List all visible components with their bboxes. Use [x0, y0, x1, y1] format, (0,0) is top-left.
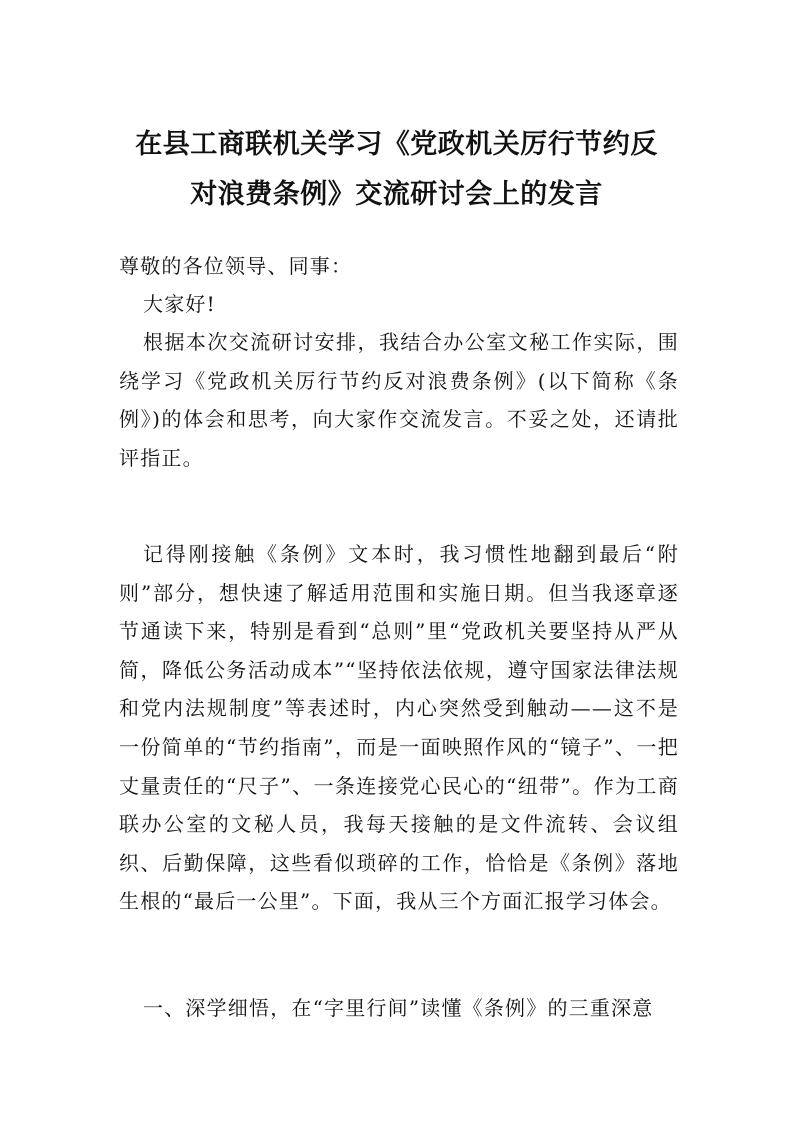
intro-paragraph: 根据本次交流研讨安排，我结合办公室文秘工作实际，围绕学习《党政机关厉行节约反对浪费条例》(以下简称《条例》)的体会和思考，向大家作交流发言。不妥之处，还请批评指正。: [119, 330, 679, 470]
document-title-line-1: 在县工商联机关学习《党政机关厉行节约反: [135, 129, 658, 160]
salutation: 尊敬的各位领导、同事：: [119, 254, 353, 278]
section-heading-1: 一、深学细悟，在“字里行间”读懂《条例》的三重深意: [143, 996, 654, 1020]
body-paragraph: 记得刚接触《条例》文本时，我习惯性地翻到最后“附则”部分，想快速了解适用范围和实施日期。但当我逐章逐节通读下来，特别是看到“总则”里“党政机关要坚持从严从简，降低公务活动成本”“坚持依法依规，遵守国家法律法规和党内法规制度”等表述时，内心突然受到触动——这不是一份简单的“节约指南”，而是一面映照作风的“镜子”、一把丈量责任的“尺子”、一条连接党心民心的“纽带”。作为工商联办公室的文秘人员，我每天接触的是文件流转、会议组织、后勤保障，这些看似琐碎的工作，恰恰是《条例》落地生根的“最后一公里”。下面，我从三个方面汇报学习体会。: [119, 542, 679, 914]
document-title-line-2: 对浪费条例》交流研讨会上的发言: [190, 179, 603, 210]
greeting: 大家好!: [143, 292, 216, 316]
